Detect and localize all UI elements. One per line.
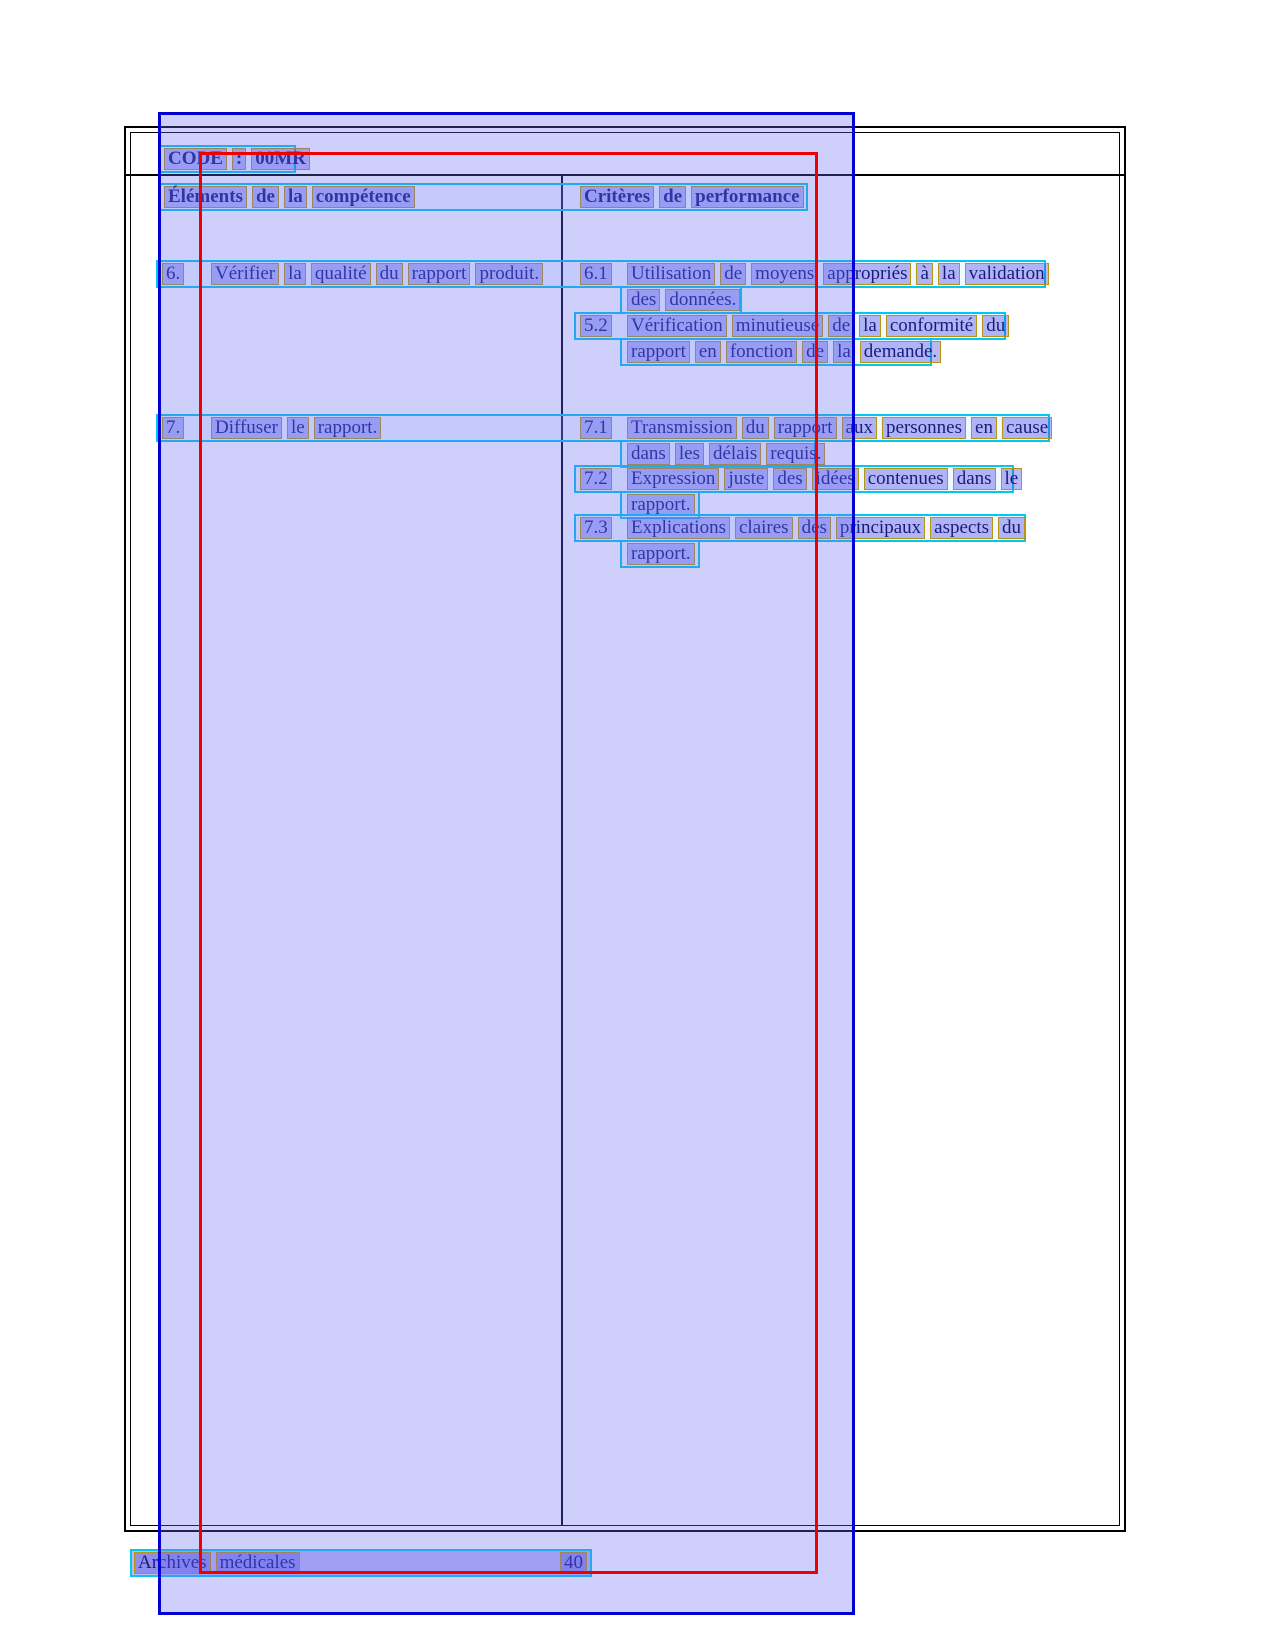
ocr-word: appropriés [823, 263, 911, 285]
ocr-word: 7.2 [580, 468, 612, 490]
ocr-word: de [828, 315, 854, 337]
ocr-segment [627, 517, 1030, 539]
ocr-word: dans [627, 443, 670, 465]
ocr-line [620, 286, 742, 314]
ocr-word: 7. [162, 417, 184, 439]
ocr-word: rapport. [314, 417, 382, 439]
ocr-segment [627, 543, 700, 565]
ocr-word: compétence [312, 186, 415, 208]
ocr-line [620, 440, 822, 468]
ocr-segment [627, 417, 1057, 439]
ocr-word: requis. [766, 443, 825, 465]
ocr-segment [164, 148, 315, 170]
ocr-word: la [833, 341, 855, 363]
ocr-word: rapport [408, 263, 471, 285]
ocr-word: données. [665, 289, 740, 311]
ocr-segment [162, 263, 189, 285]
ocr-word: juste [724, 468, 768, 490]
ocr-segment [627, 341, 946, 363]
ocr-word: de [720, 263, 746, 285]
ocr-word: cause [1002, 417, 1052, 439]
ocr-segment [134, 1552, 305, 1574]
ocr-word: rapport [627, 341, 690, 363]
ocr-word: de [659, 186, 686, 208]
ocr-word: Expression [627, 468, 719, 490]
ocr-word: 6. [162, 263, 184, 285]
ocr-word: Critères [580, 186, 654, 208]
ocr-word: aspects [930, 517, 993, 539]
ocr-word: moyens [751, 263, 818, 285]
ocr-word: du [376, 263, 403, 285]
ocr-word: les [675, 443, 704, 465]
ocr-word: en [695, 341, 721, 363]
ocr-segment [627, 443, 830, 465]
ocr-line [574, 465, 1019, 493]
ocr-segment [211, 263, 548, 285]
ocr-word: principaux [836, 517, 925, 539]
ocr-word: Transmission [627, 417, 737, 439]
ocr-word: la [284, 186, 307, 208]
ocr-word: personnes [882, 417, 966, 439]
ocr-word: claires [735, 517, 793, 539]
ocr-word: Vérifier [211, 263, 279, 285]
ocr-word: rapport. [627, 543, 695, 565]
ocr-word: CODE [164, 148, 227, 170]
ocr-word: validation [965, 263, 1049, 285]
ocr-word: des [627, 289, 660, 311]
ocr-word: aux [842, 417, 877, 439]
ocr-word: demande. [860, 341, 941, 363]
ocr-word: minutieuse [732, 315, 823, 337]
ocr-line [158, 183, 808, 211]
ocr-word: idées [812, 468, 859, 490]
ocr-segment [162, 417, 189, 439]
ocr-word: délais [709, 443, 761, 465]
ocr-line [620, 540, 700, 568]
ocr-word: en [971, 417, 997, 439]
ocr-word: 5.2 [580, 315, 612, 337]
ocr-segment [580, 186, 809, 208]
ocr-word: la [859, 315, 881, 337]
ocr-word: contenues [864, 468, 948, 490]
ocr-word: 40 [560, 1552, 587, 1574]
ocr-word: Archives [134, 1552, 211, 1574]
ocr-word: 6.1 [580, 263, 612, 285]
ocr-segment [627, 468, 1027, 490]
ocr-segment [580, 517, 617, 539]
ocr-word: des [773, 468, 806, 490]
ocr-word: le [287, 417, 309, 439]
ocr-word: fonction [726, 341, 797, 363]
ocr-word: la [938, 263, 960, 285]
ocr-word: du [998, 517, 1025, 539]
ocr-word: Diffuser [211, 417, 282, 439]
ocr-word: de [802, 341, 828, 363]
ocr-word: du [982, 315, 1009, 337]
ocr-word: médicales [216, 1552, 300, 1574]
column-divider [561, 176, 563, 1526]
ocr-segment [164, 186, 420, 208]
ocr-line [574, 312, 1006, 340]
ocr-word: de [252, 186, 279, 208]
ocr-word: conformité [886, 315, 977, 337]
ocr-word: qualité [311, 263, 371, 285]
ocr-line [620, 338, 938, 366]
ocr-segment [211, 417, 386, 439]
ocr-word: Utilisation [627, 263, 715, 285]
ocr-line [130, 1549, 592, 1577]
ocr-segment [580, 417, 617, 439]
ocr-segment [580, 315, 617, 337]
code-row-divider [126, 174, 1124, 176]
ocr-segment [560, 1552, 592, 1574]
ocr-word: du [742, 417, 769, 439]
ocr-word: performance [691, 186, 803, 208]
ocr-segment [627, 315, 1014, 337]
ocr-segment [580, 468, 617, 490]
ocr-word: produit. [475, 263, 543, 285]
ocr-word: rapport. [627, 494, 695, 516]
ocr-segment [580, 263, 617, 285]
ocr-line [574, 514, 1026, 542]
ocr-word: rapport [774, 417, 837, 439]
ocr-word: Éléments [164, 186, 247, 208]
ocr-word: Explications [627, 517, 730, 539]
ocr-word: 7.1 [580, 417, 612, 439]
ocr-word: dans [953, 468, 996, 490]
ocr-segment [627, 263, 1054, 285]
ocr-word: Vérification [627, 315, 727, 337]
ocr-word: le [1001, 468, 1023, 490]
ocr-word: 7.3 [580, 517, 612, 539]
ocr-word: des [798, 517, 831, 539]
ocr-word: : [232, 148, 246, 170]
ocr-segment [627, 289, 745, 311]
ocr-word: à [916, 263, 932, 285]
ocr-word: la [284, 263, 306, 285]
ocr-line [158, 145, 306, 173]
ocr-line [156, 260, 1046, 288]
ocr-segment [627, 494, 700, 516]
ocr-line [156, 414, 1050, 442]
ocr-word: 00MR [251, 148, 310, 170]
